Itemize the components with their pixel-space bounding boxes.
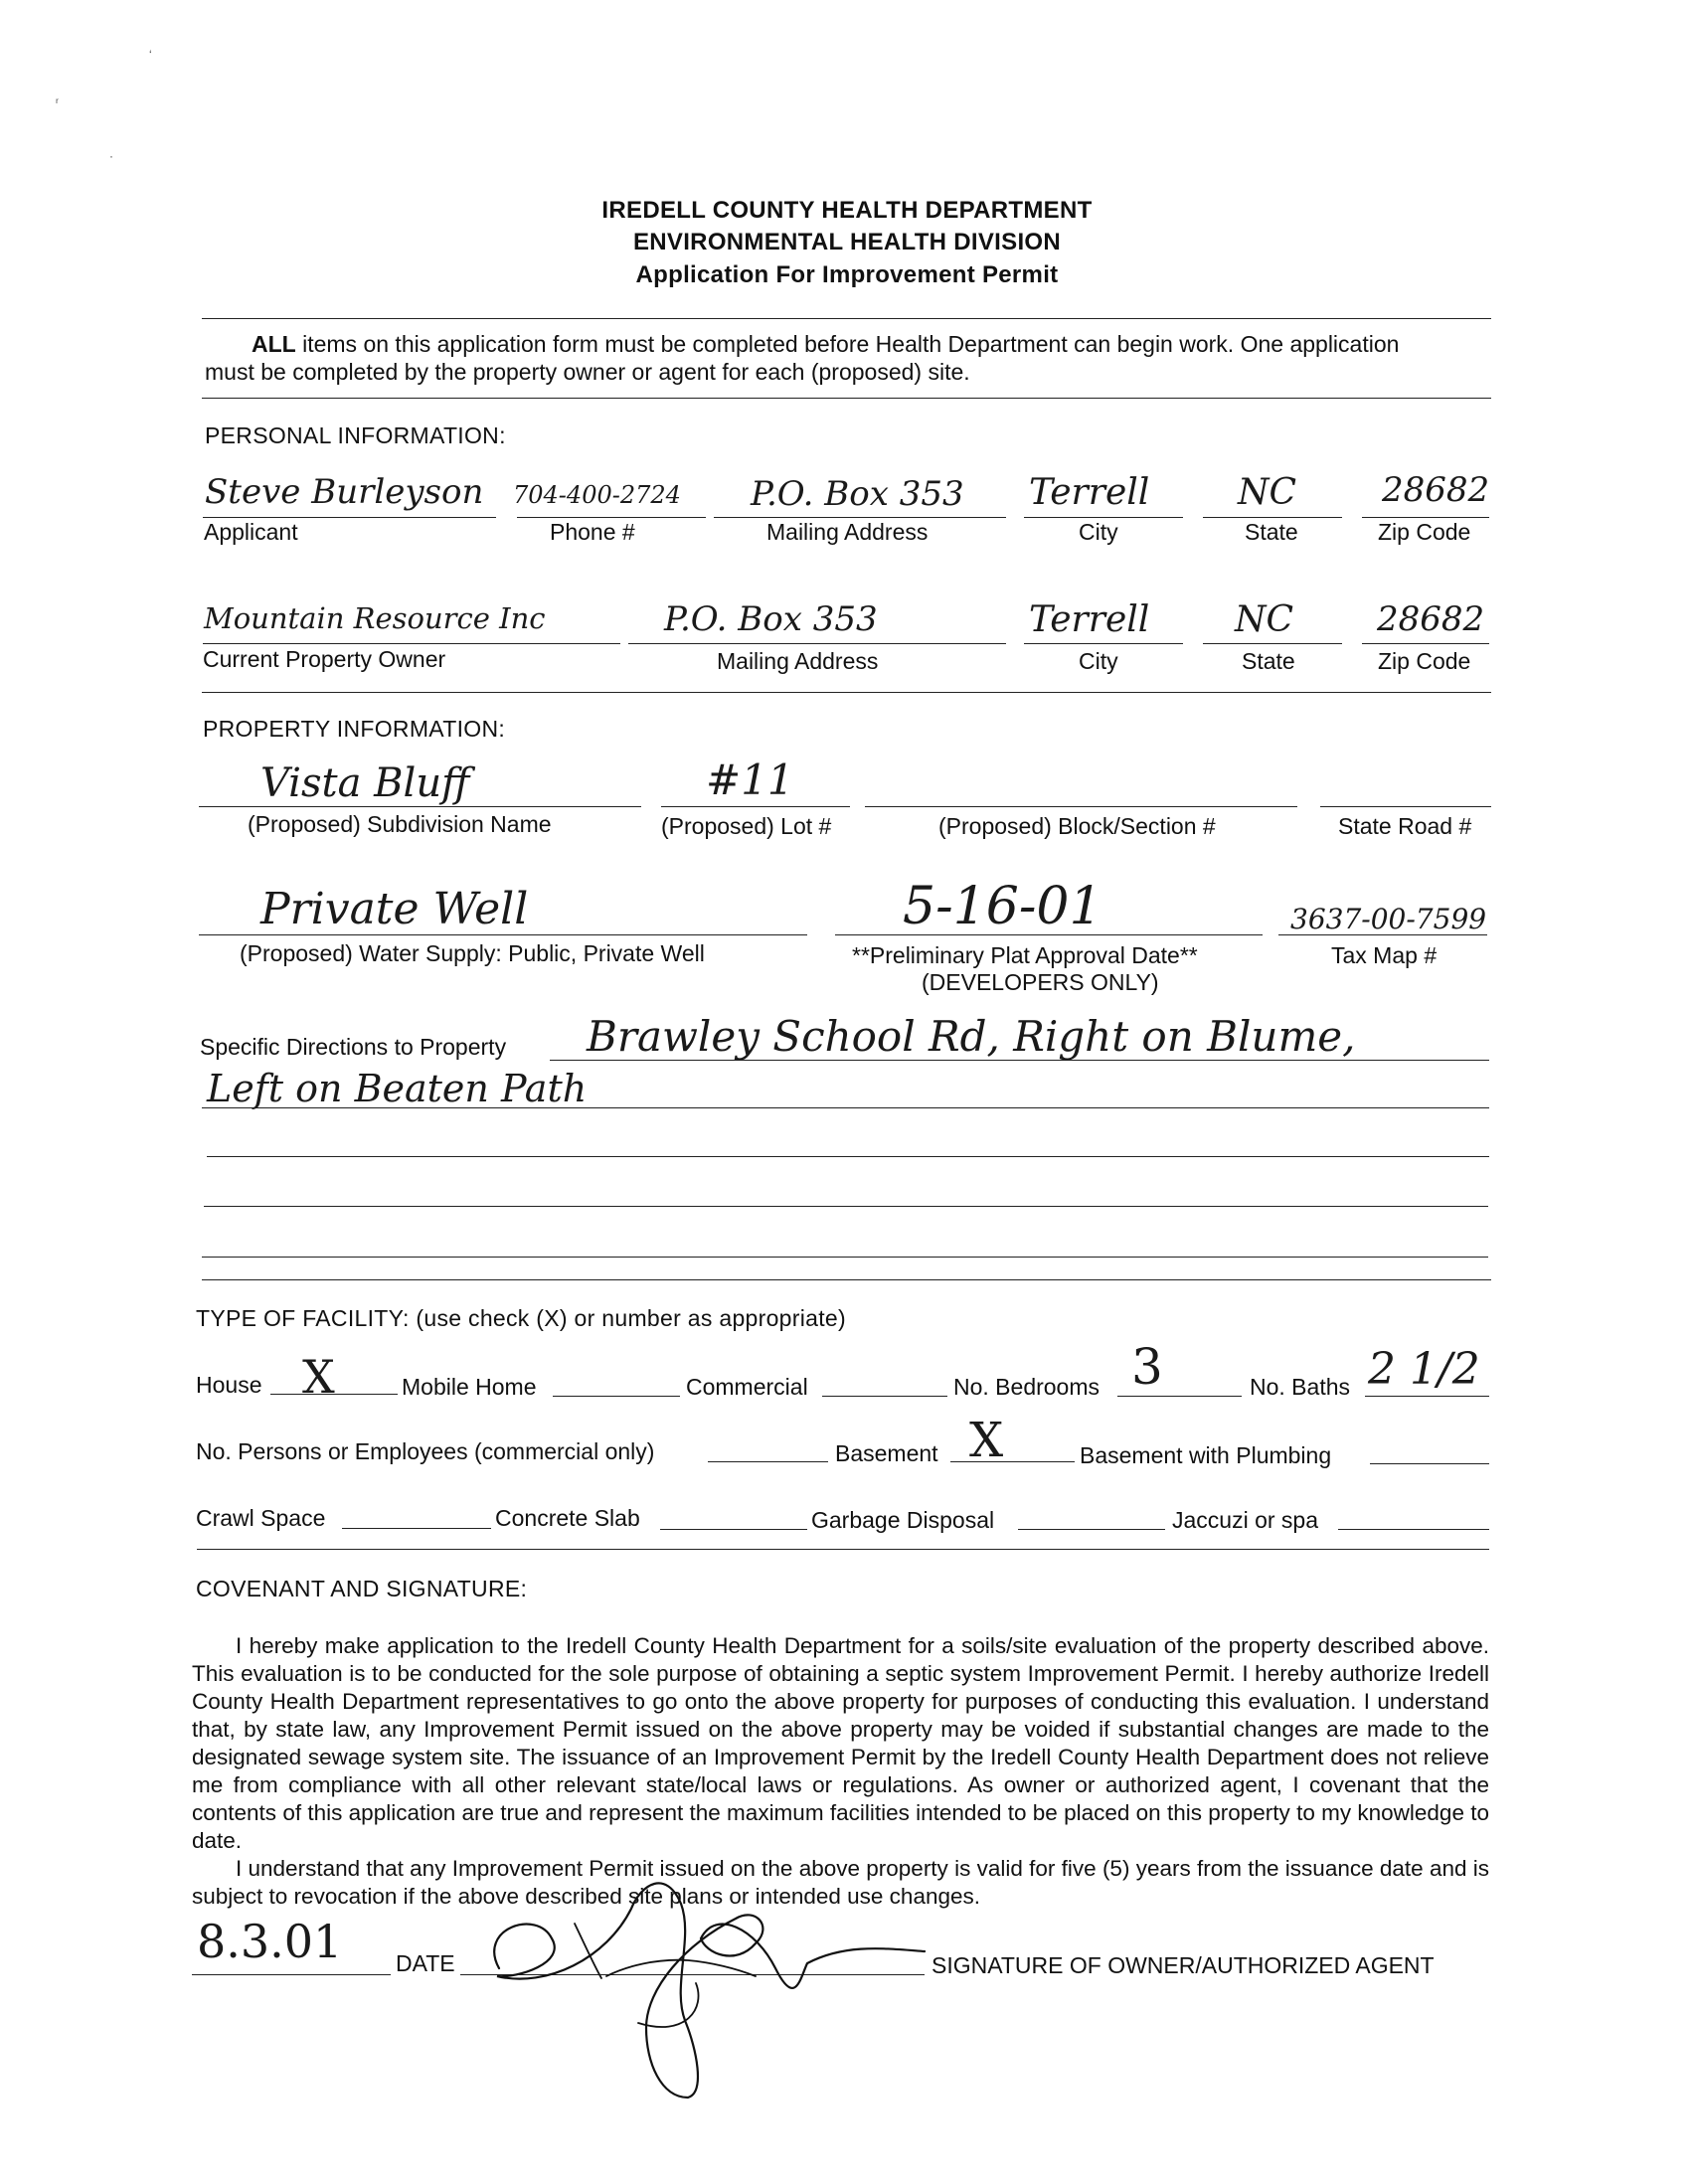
garbage-disposal-line (1018, 1529, 1165, 1530)
owner-city-line (1024, 643, 1183, 644)
tax-map-field[interactable]: 3637-00-7599 (1290, 903, 1487, 935)
facility-section-label: TYPE OF FACILITY: (use check (X) or number as appropriate) (196, 1305, 846, 1331)
directions-line-4 (204, 1206, 1488, 1207)
owner-name-field[interactable]: Mountain Resource Inc (204, 601, 546, 635)
owner-address-line (628, 643, 1006, 644)
scan-speck: · (109, 149, 113, 163)
intro-line-1: ALL items on this application form must be completed before Health Department can begin work. One application (252, 331, 1400, 357)
date-line (192, 1974, 391, 1975)
divider (202, 398, 1491, 399)
city-label: City (1079, 648, 1118, 674)
persons-label: No. Persons or Employees (commercial only) (196, 1438, 655, 1464)
jacuzzi-line (1338, 1529, 1489, 1530)
lot-line (661, 806, 850, 807)
lot-label: (Proposed) Lot # (661, 813, 832, 839)
basement-plumbing-label: Basement with Plumbing (1080, 1442, 1332, 1468)
concrete-slab-line (660, 1529, 807, 1530)
commercial-label: Commercial (686, 1374, 808, 1400)
divider (202, 1279, 1491, 1280)
covenant-paragraph-1: I hereby make application to the Iredell County Health Department for a soils/site evaluation of the property described above. This evaluation is to be conducted for the sole purpose of obtaining a septic system Improvement Permit. I hereby authorize Iredell County Health Department representatives to go onto the above property for purposes of conducting this evaluation. I understand that, by state law, any Improvement Permit issued on the above property may be voided if substantial changes are made to the designated sewage system site. The issuance of an Improvement Permit by the Iredell County Health Department does not relieve me from compliance with all other relevant state/local laws or regulations. As owner or authorized agent, I covenant that the contents of this application are true and represent the maximum facilities intended to be placed on this property to my knowledge to date. (192, 1633, 1489, 1853)
directions-label: Specific Directions to Property (200, 1034, 507, 1060)
owner-state-line (1203, 643, 1342, 644)
mailing-address-label: Mailing Address (717, 648, 879, 674)
bedrooms-label: No. Bedrooms (953, 1374, 1101, 1400)
mobile-home-line (553, 1396, 680, 1397)
header-form-title: Application For Improvement Permit (635, 261, 1059, 288)
applicant-address-field[interactable]: P.O. Box 353 (751, 474, 964, 514)
baths-line (1365, 1396, 1489, 1397)
applicant-zip-field[interactable]: 28682 (1382, 470, 1490, 510)
tax-map-label: Tax Map # (1331, 942, 1438, 968)
scan-speck: ‘ (149, 48, 152, 62)
applicant-zip-line (1362, 517, 1489, 518)
zip-code-label: Zip Code (1378, 648, 1471, 674)
directions-field-line-2[interactable]: Left on Beaten Path (207, 1067, 588, 1110)
baths-field[interactable]: 2 1/2 (1368, 1344, 1480, 1395)
persons-line (708, 1461, 828, 1462)
commercial-line (822, 1396, 947, 1397)
owner-city-field[interactable]: Terrell (1029, 599, 1150, 640)
state-label: State (1242, 648, 1295, 674)
block-section-label: (Proposed) Block/Section # (938, 813, 1216, 839)
property-section-label: PROPERTY INFORMATION: (203, 716, 506, 742)
header-division: ENVIRONMENTAL HEALTH DIVISION (632, 229, 1062, 255)
subdivision-label: (Proposed) Subdivision Name (248, 811, 552, 837)
intro-line-2: must be completed by the property owner or agent for each (proposed) site. (205, 359, 970, 385)
block-line (865, 806, 1297, 807)
applicant-city-line (1024, 517, 1183, 518)
owner-address-field[interactable]: P.O. Box 353 (664, 599, 878, 639)
date-label: DATE (396, 1950, 455, 1976)
divider (202, 318, 1491, 319)
header-title: IREDELL COUNTY HEALTH DEPARTMENT (601, 197, 1093, 224)
jacuzzi-label: Jaccuzi or spa (1172, 1507, 1319, 1533)
applicant-name-field[interactable]: Steve Burleyson (205, 472, 484, 512)
applicant-label: Applicant (204, 519, 298, 545)
applicant-city-field[interactable]: Terrell (1029, 472, 1150, 513)
directions-field-line-1[interactable]: Brawley School Rd, Right on Blume, (587, 1012, 1356, 1061)
crawl-space-label: Crawl Space (196, 1505, 326, 1531)
state-label: State (1245, 519, 1298, 545)
owner-state-field[interactable]: NC (1235, 599, 1294, 640)
divider (202, 692, 1491, 693)
developers-only-label: (DEVELOPERS ONLY) (922, 969, 1159, 995)
house-check-field[interactable]: X (302, 1350, 335, 1404)
covenant-paragraph-2: I understand that any Improvement Permit issued on the above property is valid for five (5) years from the issuance date and is subject to revocation if the above described site plans or intended use changes. (192, 1856, 1489, 1909)
zip-code-label: Zip Code (1378, 519, 1471, 545)
baths-label: No. Baths (1250, 1374, 1350, 1400)
city-label: City (1079, 519, 1118, 545)
current-owner-label: Current Property Owner (203, 646, 446, 672)
water-supply-line (199, 934, 807, 935)
plat-date-field[interactable]: 5-16-01 (903, 877, 1102, 936)
lot-field[interactable]: #11 (706, 756, 794, 804)
state-road-line (1320, 806, 1491, 807)
subdivision-field[interactable]: Vista Bluff (260, 760, 470, 806)
owner-name-line (203, 643, 620, 644)
water-supply-label: (Proposed) Water Supply: Public, Private Well (240, 940, 705, 966)
phone-label: Phone # (550, 519, 635, 545)
basement-label: Basement (835, 1440, 938, 1466)
concrete-slab-label: Concrete Slab (495, 1505, 640, 1531)
owner-zip-field[interactable]: 28682 (1377, 599, 1485, 639)
basement-plumbing-line (1370, 1463, 1489, 1464)
owner-zip-line (1362, 643, 1489, 644)
applicant-state-line (1203, 517, 1342, 518)
water-supply-field[interactable]: Private Well (260, 884, 529, 934)
applicant-name-line (203, 517, 496, 518)
subdivision-line (199, 806, 641, 807)
divider (197, 1549, 1489, 1550)
date-field[interactable]: 8.3.01 (197, 1915, 343, 1968)
state-road-label: State Road # (1338, 813, 1472, 839)
covenant-section-label: COVENANT AND SIGNATURE: (196, 1576, 528, 1601)
mobile-home-label: Mobile Home (402, 1374, 537, 1400)
crawl-space-line (342, 1528, 491, 1529)
applicant-phone-line (517, 517, 706, 518)
signature-label: SIGNATURE OF OWNER/AUTHORIZED AGENT (932, 1952, 1435, 1978)
basement-check-field[interactable]: X (969, 1413, 1004, 1468)
bedrooms-field[interactable]: 3 (1131, 1338, 1163, 1396)
garbage-disposal-label: Garbage Disposal (811, 1507, 995, 1533)
house-label: House (196, 1372, 262, 1398)
applicant-state-field[interactable]: NC (1238, 472, 1297, 513)
applicant-address-line (714, 517, 1006, 518)
directions-line-3 (207, 1156, 1489, 1157)
scan-speck: ʳ (56, 95, 59, 109)
personal-section-label: PERSONAL INFORMATION: (205, 422, 506, 448)
applicant-phone-field[interactable]: 704-400-2724 (513, 481, 681, 509)
mailing-address-label: Mailing Address (766, 519, 929, 545)
directions-line-5 (202, 1257, 1488, 1258)
plat-date-label: **Preliminary Plat Approval Date** (852, 942, 1198, 968)
owner-signature[interactable] (457, 1849, 934, 2107)
bedrooms-line (1117, 1396, 1242, 1397)
